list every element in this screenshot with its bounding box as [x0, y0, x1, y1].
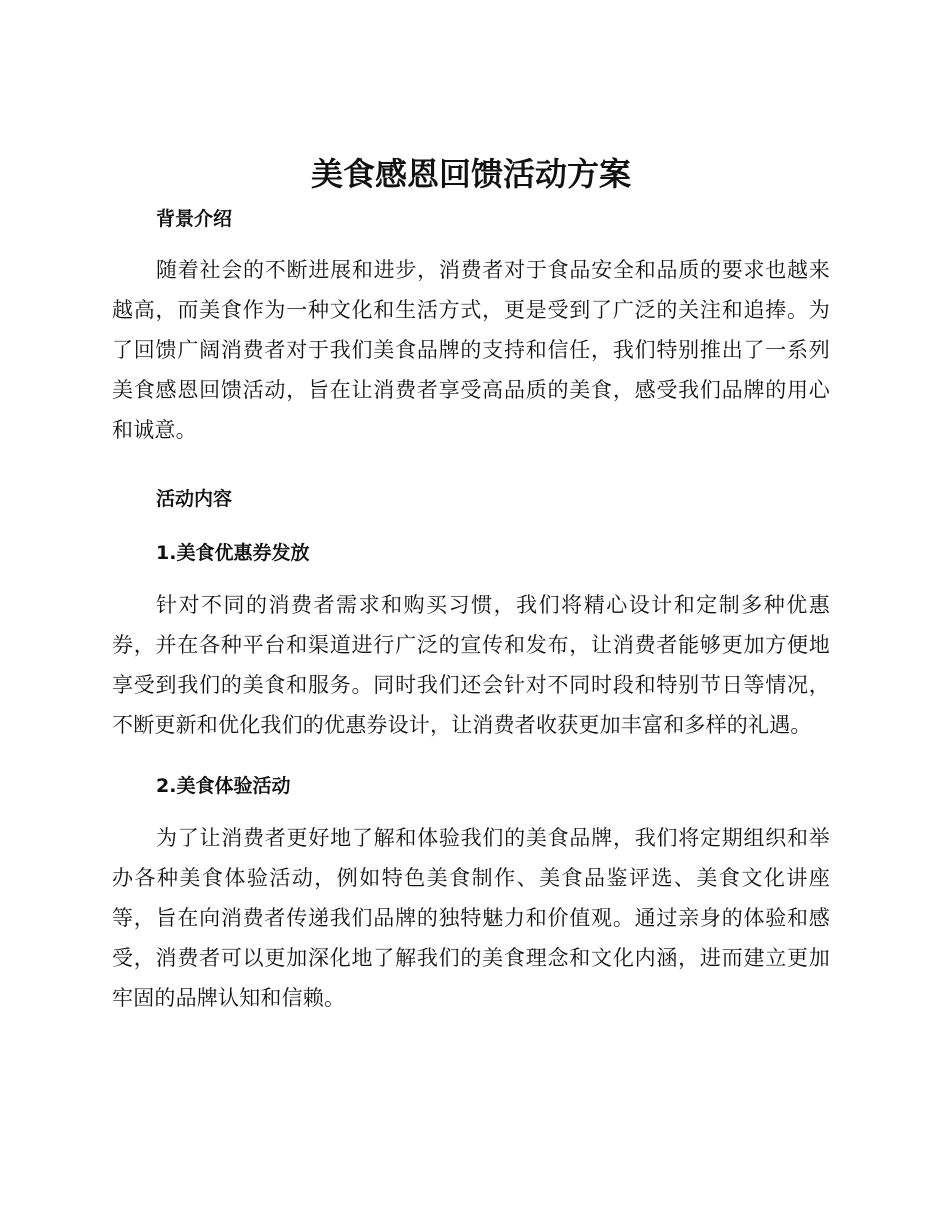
- background-paragraph: 随着社会的不断进展和进步，消费者对于食品安全和品质的要求也越来越高，而美食作为一种文化和生活方式，更是受到了广泛的关注和追捧。为了回馈广阔消费者对于我们美食品牌的支持和信任，我们特别推出了一系列美食感恩回馈活动，旨在让消费者享受高品质的美食，感受我们品牌的用心和诚意。: [112, 258, 830, 442]
- document-title: 美食感恩回馈活动方案: [310, 155, 631, 193]
- section-heading-activities: 活动内容: [156, 488, 233, 510]
- subsection-heading-experience: 2.美食体验活动: [156, 775, 291, 797]
- experience-paragraph: 为了让消费者更好地了解和体验我们的美食品牌，我们将定期组织和举办各种美食体验活动，例如特色美食制作、美食品鉴评选、美食文化讲座等，旨在向消费者传递我们品牌的独特魅力和价值观。通过亲身的体验和感受，消费者可以更加深化地了解我们的美食理念和文化内涵，进而建立更加牢固的品牌认知和信赖。: [112, 826, 830, 1010]
- coupons-paragraph: 针对不同的消费者需求和购买习惯，我们将精心设计和定制多种优惠券，并在各种平台和渠道进行广泛的宣传和发布，让消费者能够更加方便地享受到我们的美食和服务。同时我们还会针对不同时段和特别节日等情况，不断更新和优化我们的优惠券设计，让消费者收获更加丰富和多样的礼遇。: [112, 593, 830, 737]
- document-content: [112, 148, 830, 1018]
- subsection-heading-coupons: 1.美食优惠券发放: [156, 542, 310, 564]
- section-heading-background: 背景介绍: [156, 208, 233, 230]
